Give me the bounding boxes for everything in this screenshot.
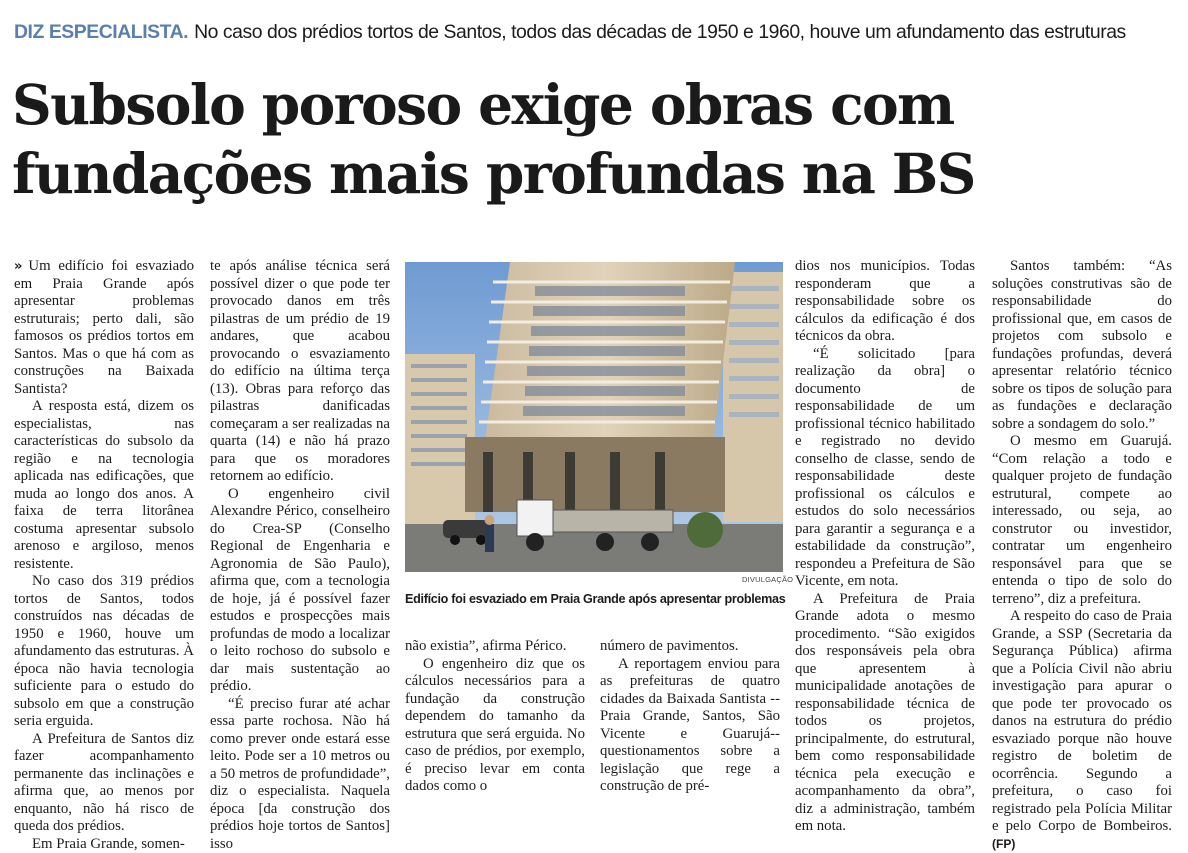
headline-line-1: Subsolo poroso exige obras com <box>12 70 1182 139</box>
headline-line-2: fundações mais profundas na BS <box>12 139 1182 208</box>
paragraph: Santos também: “As soluções construtivas são de responsabilidade do profissional que, em casos de projetos com subsolo e fundações profundas, deverá apresentar relatório técnico sobre os tipos de solução para as fundações e declaração sobre a sondagem do solo.” <box>992 258 1172 433</box>
headline <box>12 70 1182 208</box>
paragraph: “É solicitado [para realização da obra] o documento de responsabilidade de um profissional técnico habilitado e registrado no devido conselho de classe, sendo de responsabilidade deste profissional os cálculos e estudos do solo necessários para garantir a segurança e a estabilidade da construção”, respondeu a Prefeitura de São Vicente, em nota. <box>795 346 975 591</box>
paragraph: A respeito do caso de Praia Grande, a SSP (Secretaria da Segurança Pública) afirma que a Polícia Civil não abriu investigação para apurar o que pode ter provocado os danos na estrutura do prédio esvaziado porque não houve registro de boletim de ocorrência. Segundo a prefeitura, o caso foi registrado pela Polícia Militar e pelo Corpo de Bombeiros. (FP) <box>992 608 1172 853</box>
kicker-tag: DIZ ESPECIALISTA <box>14 21 183 43</box>
article-column-4 <box>600 638 780 796</box>
photo-credit: DIVULGAÇÃO <box>742 575 793 584</box>
paragraph: “É preciso furar até achar essa parte rochosa. Não há como prever onde estará esse leito. Pode ser a 10 metros ou a 50 metros de profundidade”, diz o especialista. Naquela época [da construção dos prédios hoje tortos de Santos] isso <box>210 696 390 853</box>
author-signature: (FP) <box>992 837 1015 851</box>
paragraph: No caso dos 319 prédios tortos de Santos, todos construídos nas décadas de 1950 e 1960, houve um afundamento das estruturas. À época não havia tecnologia suficiente para o estudo do subsolo em que a construção seria erguida. <box>14 573 194 731</box>
article-column-3 <box>405 638 585 796</box>
building-photo <box>405 262 783 572</box>
paragraph: A Prefeitura de Santos diz fazer acompanhamento permanente das inclinações e afirma que, ao menos por enquanto, não há risco de queda dos prédios. <box>14 731 194 836</box>
kicker <box>14 20 1179 44</box>
paragraph: O engenheiro civil Alexandre Périco, conselheiro do Crea-SP (Conselho Regional de Engenharia e Agronomia de São Paulo), afirma que, com a tecnologia de hoje, já é possível fazer estudos e prospecções mais profundas de modo a localizar o leito rochoso do subsolo e dar mais sustentação ao prédio. <box>210 486 390 696</box>
paragraph: O engenheiro diz que os cálculos necessários para a fundação da construção dependem do tamanho da estrutura que será erguida. No caso de prédios, por exemplo, é preciso levar em conta dados como o <box>405 656 585 796</box>
paragraph: Em Praia Grande, somen- <box>14 836 194 853</box>
lead-paragraph: » Um edifício foi esvaziado em Praia Grande após apresentar problemas estruturais; perto dali, são famosos os prédios tortos em Santos. Mas o que há com as construções na Baixada Santista? <box>14 258 194 398</box>
paragraph: O mesmo em Guarujá. “Com relação a todo e qualquer projeto de fundação estrutural, compete ao interessado, ou seja, ao construtor ou investidor, contratar um engenheiro responsável para que se entenda o tipo de solo do terreno”, diz a prefeitura. <box>992 433 1172 608</box>
kicker-dot: . <box>183 21 188 43</box>
paragraph: número de pavimentos. <box>600 638 780 656</box>
article-column-1 <box>14 258 194 853</box>
paragraph: A resposta está, dizem os especialistas, nas características do subsolo da região e na tecnologia aplicada nas edificações, que muda ao longo dos anos. A faixa de terra litorânea costuma apresentar subsolo arenoso e argiloso, menos resistente. <box>14 398 194 573</box>
paragraph: A reportagem enviou para as prefeituras de quatro cidades da Baixada Santista --Praia Grande, Santos, São Vicente e Guarujá-- questionamentos sobre a legislação que rege a construção de pré- <box>600 656 780 796</box>
kicker-text: No caso dos prédios tortos de Santos, todos das décadas de 1950 e 1960, houve um afundamento das estruturas <box>194 21 1126 43</box>
article-column-6 <box>992 258 1172 853</box>
article-column-2 <box>210 258 390 853</box>
paragraph: não existia”, afirma Périco. <box>405 638 585 656</box>
photo-caption: Edifício foi esvaziado em Praia Grande após apresentar problemas <box>405 590 785 608</box>
paragraph: te após análise técnica será possível dizer o que pode ter provocado danos em três pilastras de um prédio de 19 andares, que acabou provocando o esvaziamento do edifício na última terça (13). Obras para reforço das pilastras danificadas começaram a ser realizadas na quarta (14) e não há prazo para que os moradores retornem ao edifício. <box>210 258 390 486</box>
chevron-right-icon: » <box>14 259 22 274</box>
paragraph: A Prefeitura de Praia Grande adota o mesmo procedimento. “São exigidos dos responsáveis pela obra que apresentem à municipalidade anotações de responsabilidade técnica de todos os projetos, principalmente, do estrutural, bem como responsabilidade técnica pela execução e acompanhamento da obra”, diz a administração, também em nota. <box>795 591 975 836</box>
article-column-5 <box>795 258 975 836</box>
paragraph: dios nos municípios. Todas responderam que a responsabilidade sobre os cálculos da edificação é dos técnicos da obra. <box>795 258 975 346</box>
